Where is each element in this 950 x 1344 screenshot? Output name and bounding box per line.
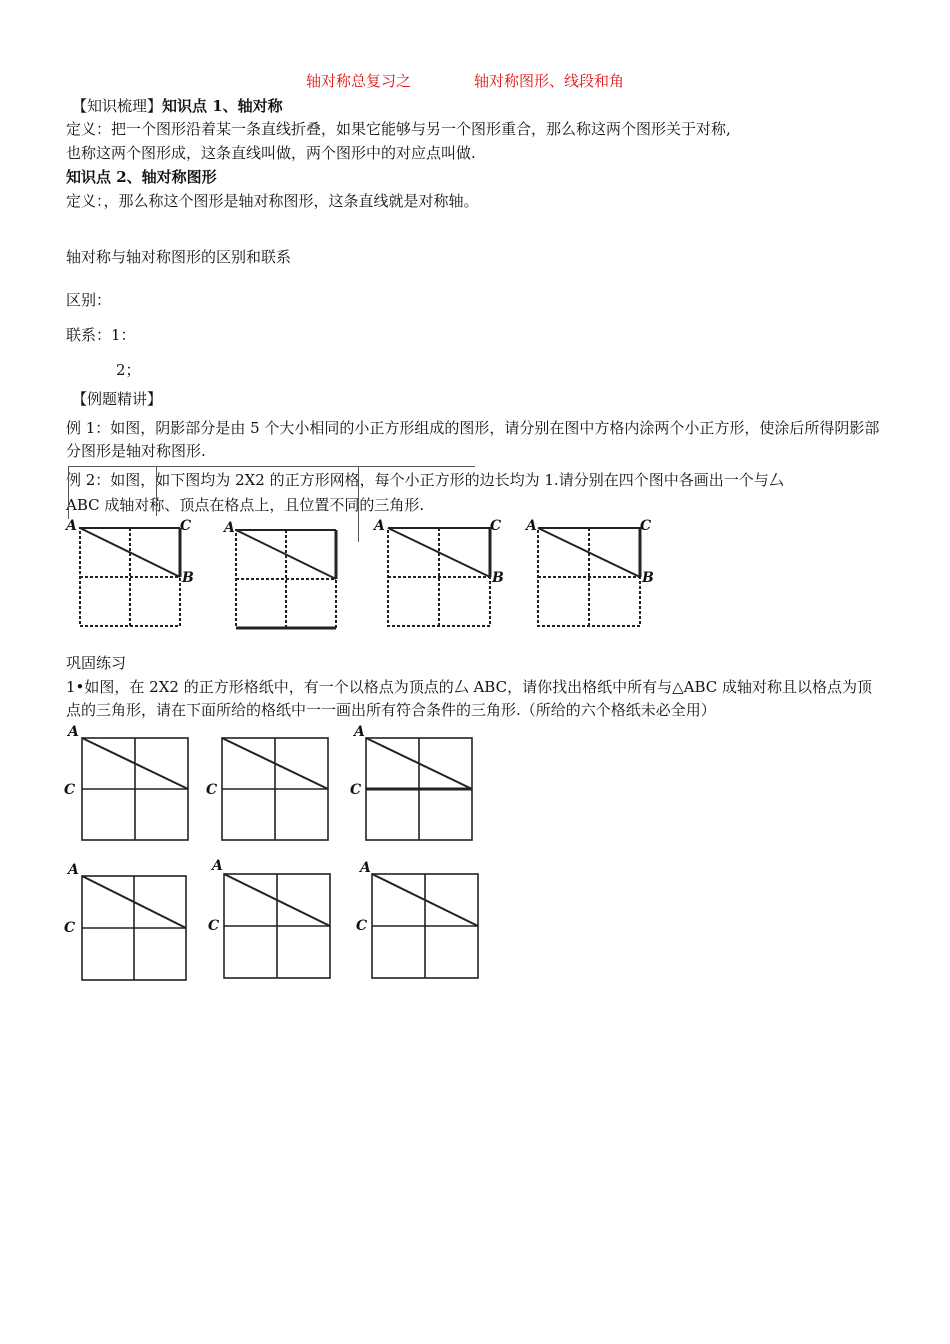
label-a: A [526,518,537,534]
definition-1-line-1: 定义：把一个图形沿着某一条直线折叠，如果它能够与另一个图形重合，那么称这两个图形关于对称, [66,120,731,138]
label-c: C [356,918,368,934]
label-b: B [642,570,654,586]
relation-connection-1: 联系：1： [66,326,136,344]
practice-grid-4 [64,860,194,985]
relation-difference: 区别： [66,291,112,309]
definition-1-line-2: 也称这两个图形成，这条直线叫做，两个图形中的对应点叫做. [66,144,476,162]
practice-grid-6 [354,858,484,983]
label-a: A [66,518,77,534]
knowledge-point-2: 知识点 2、轴对称图形 [66,168,217,186]
title-part-2: 轴对称图形、线段和角 [474,72,625,90]
label-a: A [68,862,79,878]
relation-heading: 轴对称与轴对称图形的区别和联系 [66,248,292,266]
label-a: A [212,858,223,874]
label-c: C [350,782,362,798]
label-a: A [360,860,371,876]
practice-question-1: 1•如图，在 2X2 的正方形格纸中，有一个以格点为顶点的厶 ABC，请你找出格纸中所有与△ABC 成轴对称且以格点为顶点的三角形，请在下面所给的格纸中一一画出所有符合条件的三角形.（所给的六个格纸未必全用） [66,678,872,719]
label-b: B [182,570,194,586]
example-2-grid-3 [374,518,509,633]
label-a: A [354,724,365,740]
knowledge-point-1: 知识点 1、轴对称 [162,97,283,115]
label-c: C [180,518,192,534]
label-c: C [640,518,652,534]
label-c: C [64,782,76,798]
scan-artifact-divider [156,466,157,516]
label-c: C [64,920,76,936]
practice-grid-3 [348,724,483,844]
title-part-1: 轴对称总复习之 [306,72,412,90]
relation-connection-2: 2； [116,361,141,379]
label-b: B [492,570,504,586]
knowledge-heading [72,95,283,117]
example-2-grid-4 [524,518,659,633]
example-2-grid-2 [222,520,352,635]
knowledge-bracket: 【知识梳理】 [72,97,163,115]
example-2-line-1: 例 2：如图，如下图均为 2X2 的正方形网格，每个小正方形的边长均为 1.请分别在四个图中各画出一个与厶 [66,471,784,489]
label-c: C [206,782,218,798]
practice-grid-1 [64,724,194,844]
scan-artifact-divider [358,466,359,542]
practice-heading: 巩固练习 [66,654,127,672]
label-a: A [224,520,235,536]
examples-heading: 【例题精讲】 [72,390,163,408]
example-2-grid-1 [66,518,196,633]
definition-2: 定义：，那么称这个图形是轴对称图形，这条直线就是对称轴。 [66,192,479,210]
practice-grid-5 [206,856,336,981]
example-1-text: 例 1：如图，阴影部分是由 5 个大小相同的小正方形组成的图形，请分别在图中方格内涂两个小正方形，使涂后所得阴影部分图形是轴对称图形. [66,419,880,460]
example-2-line-2: ABC 成轴对称、顶点在格点上，且位置不同的三角形. [66,496,425,514]
label-c: C [208,918,220,934]
label-a: A [68,724,79,740]
label-a: A [374,518,385,534]
label-c: C [490,518,502,534]
practice-grid-2 [204,724,334,844]
scan-artifact-box [68,466,475,519]
